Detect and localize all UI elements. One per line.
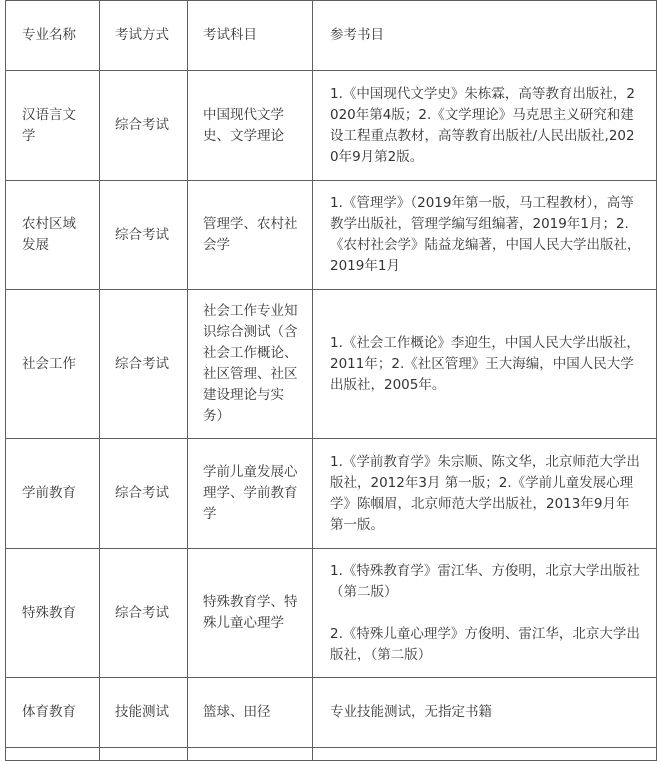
method-cell: 综合考试 (100, 549, 188, 678)
books-cell (313, 439, 657, 549)
table-row (6, 678, 657, 748)
book-entry: 1.《学前教育学》朱宗顺、陈文华，北京师范大学出版社，2012年3月 第一版；2.《学前儿童发展心理学》陈帼眉，北京师范大学出版社，2013年9月年第一版。 (330, 453, 640, 533)
major-cell: 体育教育 (6, 678, 100, 748)
books-cell (313, 549, 657, 678)
header-subjects: 考试科目 (188, 1, 313, 71)
book-entry: 2.《特殊儿童心理学》方俊明、雷江华，北京大学出版社，（第二版） (330, 625, 640, 663)
method-cell: 综合考试 (100, 439, 188, 549)
book-entry: 专业技能测试，无指定书籍 (330, 704, 492, 720)
table-row (6, 439, 657, 549)
table-row (6, 71, 657, 181)
header-method: 考试方式 (100, 1, 188, 71)
empty-cell (313, 748, 657, 761)
major-cell: 社会工作 (6, 290, 100, 439)
subjects-cell: 特殊教育学、特殊儿童心理学 (188, 549, 313, 678)
table-row (6, 290, 657, 439)
book-entry: 1.《社会工作概论》李迎生，中国人民大学出版社，2011年；2.《社区管理》王大海编，中国人民大学出版社，2005年。 (330, 334, 640, 393)
exam-reference-table (5, 0, 657, 761)
paragraph-gap (330, 603, 642, 624)
header-major: 专业名称 (6, 1, 100, 71)
table-row (6, 549, 657, 678)
header-books: 参考书目 (313, 1, 657, 71)
books-cell (313, 71, 657, 181)
major-cell: 农村区域发展 (6, 181, 100, 290)
empty-cell (188, 748, 313, 761)
method-cell: 综合考试 (100, 290, 188, 439)
table-row-partial (6, 748, 657, 761)
empty-cell (6, 748, 100, 761)
subjects-cell: 中国现代文学史、文学理论 (188, 71, 313, 181)
subjects-cell: 社会工作专业知识综合测试（含社会工作概论、社区管理、社区建设理论与实务） (188, 290, 313, 439)
major-cell: 汉语言文学 (6, 71, 100, 181)
subjects-cell: 篮球、田径 (188, 678, 313, 748)
book-entry: 1.《中国现代文学史》朱栋霖，高等教育出版社，2020年第4版；2.《文学理论》马克思主义研究和建设工程重点教材，高等教育出版社/人民出版社,2020年9月第2版。 (330, 85, 635, 165)
book-entry: 1.《特殊教育学》雷江华、方俊明，北京大学出版社（第二版） (330, 562, 640, 600)
books-cell (313, 678, 657, 748)
table-header-row (6, 1, 657, 71)
books-cell (313, 181, 657, 290)
method-cell: 综合考试 (100, 71, 188, 181)
book-entry: 1.《管理学》（2019年第一版，马工程教材），高等教学出版社，管理学编写组编著，2019年1月；2.《农村社会学》陆益龙编著，中国人民大学出版社，2019年1月 (330, 195, 641, 274)
major-cell: 特殊教育 (6, 549, 100, 678)
empty-cell (100, 748, 188, 761)
major-cell: 学前教育 (6, 439, 100, 549)
table-row (6, 181, 657, 290)
subjects-cell: 管理学、农村社会学 (188, 181, 313, 290)
books-cell (313, 290, 657, 439)
subjects-cell: 学前儿童发展心理学、学前教育学 (188, 439, 313, 549)
method-cell: 综合考试 (100, 181, 188, 290)
method-cell: 技能测试 (100, 678, 188, 748)
